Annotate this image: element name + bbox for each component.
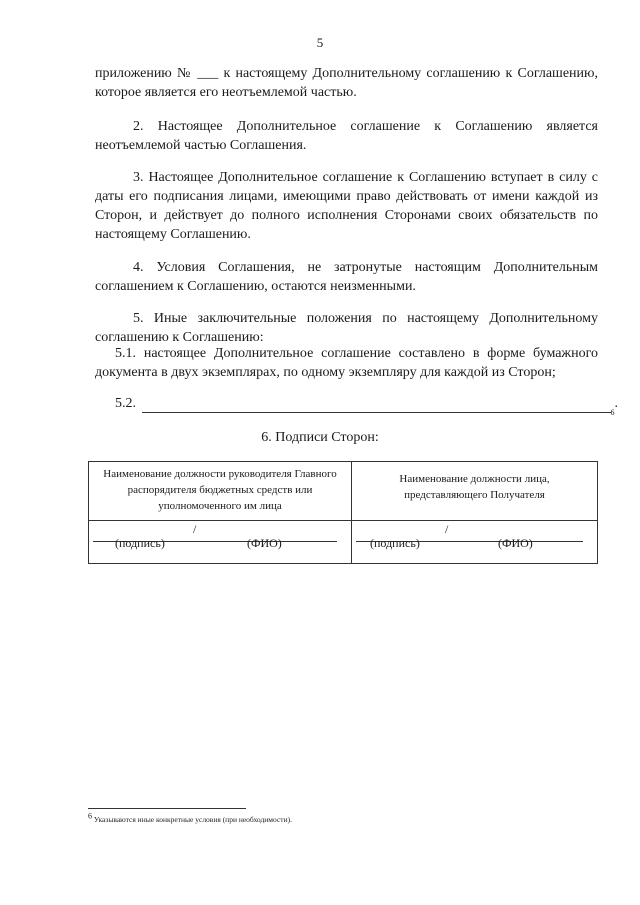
right-signature-cell <box>352 521 598 564</box>
paragraph-3: 3. Настоящее Дополнительное соглашение к Соглашению вступает в силу с даты его подписания лицами, имеющими право действовать от имени каждой из Сторон, и действует до полного исполнения Сторонами своих обязательств по настоящему Соглашению. <box>95 170 598 242</box>
signatures-heading: 6. Подписи Сторон: <box>261 430 379 445</box>
footnote-mark: 6 <box>88 811 92 821</box>
signatures-table <box>88 461 598 564</box>
right-signature-block <box>352 521 597 563</box>
footnote-separator <box>88 808 246 809</box>
paragraph-1-continuation: приложению № ___ к настоящему Дополнительному соглашению к Соглашению, которое является его неотъемлемой частью. <box>95 66 598 100</box>
left-signature-block <box>89 521 351 563</box>
right-name-label: (ФИО) <box>498 536 533 550</box>
paragraph-5-2: 5.2. 6 . <box>115 396 618 417</box>
right-sign-label: (подпись) <box>370 536 420 550</box>
paragraph-4: 4. Условия Соглашения, не затронутые настоящим Дополнительным соглашением к Соглашению, остаются неизменными. <box>95 260 598 294</box>
paragraph-2: 2. Настоящее Дополнительное соглашение к Соглашению является неотъемлемой частью Соглашения. <box>95 119 598 153</box>
paragraph-5-2-label: 5.2. <box>115 396 136 411</box>
left-party-title: Наименование должности руководителя Главного распорядителя бюджетных средств или уполномоченного им лица <box>103 468 337 512</box>
paragraph-5-2-end: . <box>614 396 618 411</box>
left-party-cell <box>89 462 352 521</box>
paragraph-5: 5. Иные заключительные положения по настоящему Дополнительному соглашению к Соглашению: <box>95 311 598 345</box>
blank-fill-line <box>142 400 611 413</box>
left-signature-slash: / <box>193 522 197 536</box>
paragraph-5-1: 5.1. настоящее Дополнительное соглашение составлено в форме бумажного документа в двух экземплярах, по одному экземпляру для каждой из Сторон; <box>95 346 598 380</box>
footnote <box>88 811 292 824</box>
page-number: 5 <box>316 35 324 50</box>
left-sign-label: (подпись) <box>115 536 165 550</box>
footnote-text: Указываются иные конкретные условия (при необходимости). <box>93 815 292 824</box>
right-party-cell <box>352 462 598 521</box>
right-party-title: Наименование должности лица, представляющего Получателя <box>399 473 550 501</box>
left-signature-cell <box>89 521 352 564</box>
right-signature-slash: / <box>445 522 449 536</box>
left-name-label: (ФИО) <box>247 536 282 550</box>
